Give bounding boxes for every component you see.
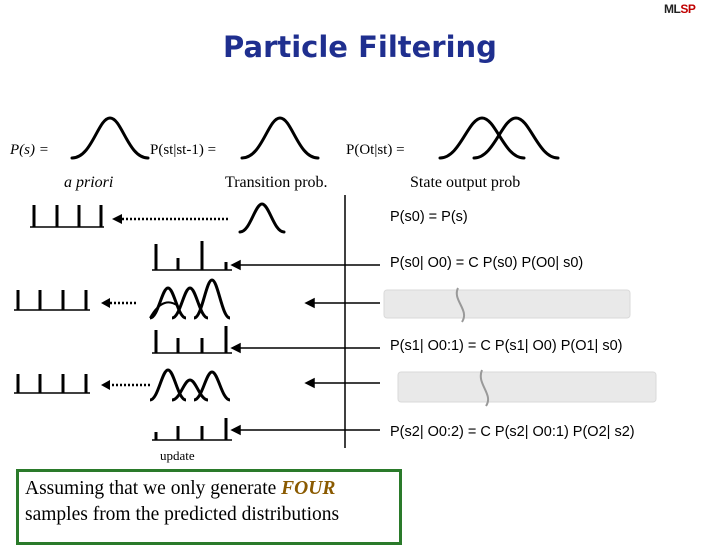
update-label: update [160,448,195,463]
particles-row6 [152,418,232,440]
particles-row3 [14,290,90,310]
equation-p-s0: P(s0) = P(s) [390,209,468,225]
equation-p-s2-given-o02: P(s2| O0:2) = C P(s2| O0:1) P(O2| s2) [390,424,635,440]
output-caption: State output prob [410,174,521,191]
note-text-before: Assuming that we only generate [25,478,282,499]
logo-ml-text: ML [664,2,681,16]
equation-p-s0-given-o0: P(s0| O0) = C P(s0) P(O0| s0) [390,255,584,271]
predicted-mixture-row1 [150,280,230,318]
output-label: P(Ot|st) = [346,142,405,158]
equation-p-s1-given-o01: P(s1| O0:1) = C P(s1| O0) P(O1| s0) [390,338,623,354]
p-s0-distribution-curve [240,204,284,232]
page-title: Particle Filtering [223,30,497,64]
prior-label: P(s) = [10,142,49,158]
transition-caption: Transition prob. [225,174,328,191]
particles-row4 [152,326,232,353]
output-distribution-curve-1 [440,118,524,158]
faded-integral-formula-1 [384,288,630,322]
particles-row5 [14,374,90,393]
particles-row2 [152,241,232,270]
prior-distribution-curve [72,118,148,158]
prior-caption: a priori [64,174,114,191]
transition-distribution-curve [242,118,318,158]
faded-integral-formula-2 [398,370,656,406]
logo-sp-text: SP [680,2,696,16]
note-box [16,469,402,545]
transition-label: P(st|st-1) = [150,142,217,158]
note-text-after: samples from the predicted distributions [25,504,340,525]
note-emphasis: FOUR [281,478,336,499]
output-distribution-curve-2 [474,118,558,158]
predicted-mixture-row2 [150,370,230,400]
particles-row1 [30,205,104,227]
